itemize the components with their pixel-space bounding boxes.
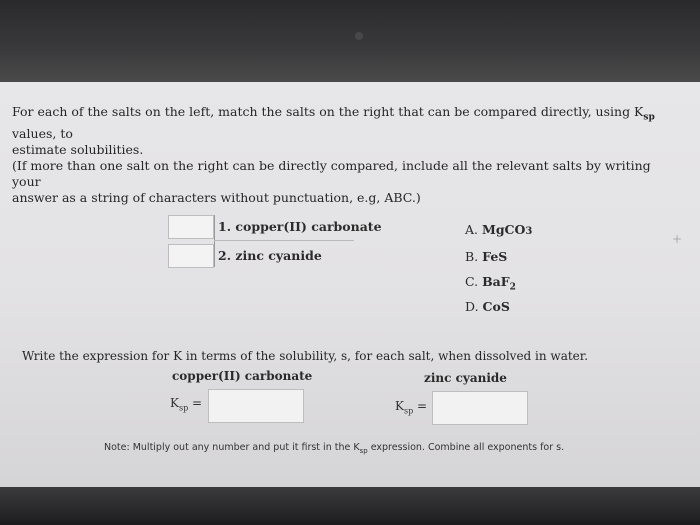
row-separator: [214, 240, 354, 241]
monitor-bezel-bottom: [0, 487, 700, 525]
column-header-copper: copper(II) carbonate: [172, 369, 313, 383]
monitor-bezel-top: [0, 0, 700, 82]
left-salt-1: 1. copper(II) carbonate: [218, 219, 382, 234]
right-salt-a: A. MgCO3: [465, 222, 533, 237]
ksp-input-zinc[interactable]: [432, 391, 528, 425]
expression-instruction: Write the expression for K in terms of the solubility, s, for each salt, when dissolved in water.: [22, 349, 589, 363]
question-instruction: For each of the salts on the left, match the salts on the right that can be compared directly, using $K_{sp}$ values, to estimate solubilities.: [12, 104, 655, 157]
question-panel: [0, 82, 700, 487]
webcam-dot: [355, 32, 363, 40]
answer-box-2[interactable]: [168, 244, 214, 268]
column-header-zinc: zinc cyanide: [424, 371, 507, 385]
ksp-label-2: $K_{sp}$ =: [395, 399, 428, 416]
right-salt-b: B. FeS: [465, 249, 508, 264]
right-salt-c: C. BaF$_2$: [465, 274, 516, 293]
answer-box-1[interactable]: [168, 215, 214, 239]
expression-note: Note: Multiply out any number and put it first in the $K_{sp}$ expression. Combine all exponents for s.: [104, 442, 565, 455]
left-salt-2: 2. zinc cyanide: [218, 248, 322, 263]
plus-cursor-icon: +: [672, 232, 683, 246]
ksp-label-1: $K_{sp}$ =: [170, 396, 203, 413]
ksp-input-copper[interactable]: [208, 389, 304, 423]
question-note: (If more than one salt on the right can be directly compared, include all the relevant salts by writing your answer as a string of characters without punctuation, e.g, ABC.): [12, 158, 651, 205]
divider-line: [214, 215, 215, 267]
right-salt-d: D. CoS: [465, 299, 510, 314]
